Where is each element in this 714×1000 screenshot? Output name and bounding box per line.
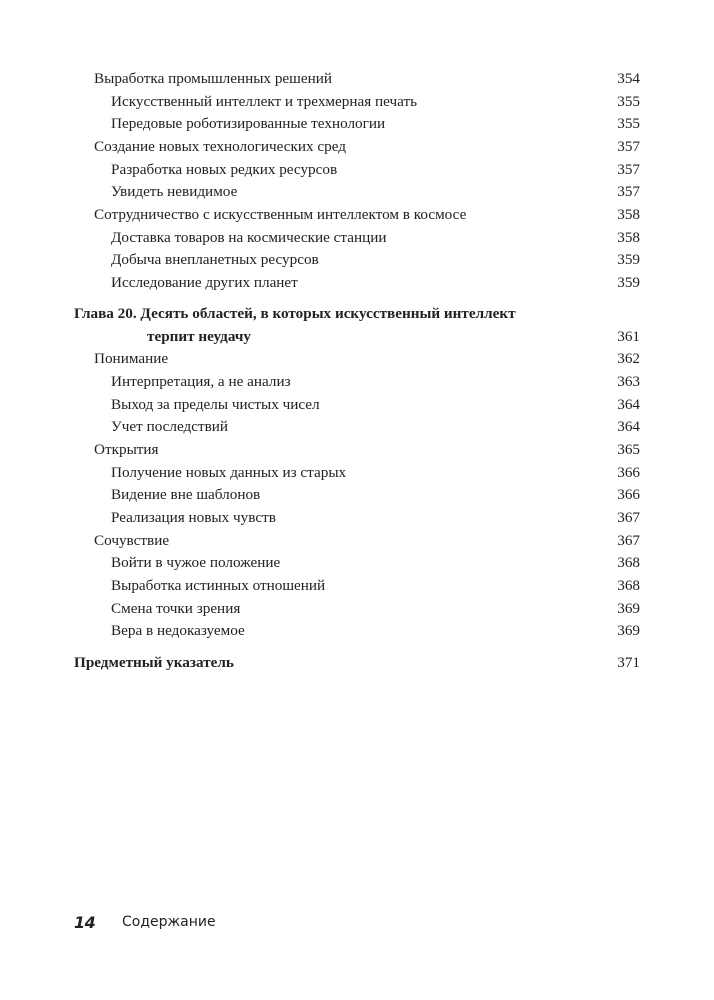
toc-entry[interactable] (74, 621, 640, 644)
toc-entry[interactable] (74, 181, 640, 204)
toc-entry-title: Сочувствие (94, 531, 170, 549)
toc-entry[interactable] (74, 91, 640, 114)
toc-entry[interactable] (74, 598, 640, 621)
toc-entry-title: Открытия (94, 440, 159, 458)
toc-entry-title: Искусственный интеллект и трехмерная печать (111, 92, 418, 110)
toc-entry-page: 359 (617, 251, 640, 269)
toc-entry-page: 365 (617, 440, 640, 458)
toc-entry-title: Вера в недоказуемое (111, 622, 245, 640)
toc-entry-title: Интерпретация, а не анализ (111, 372, 291, 390)
toc-entry[interactable] (74, 394, 640, 417)
toc-entry-title: Выход за пределы чистых чисел (111, 395, 320, 413)
toc-entry-title: Учет последствий (111, 418, 229, 436)
toc-entry-title: Войти в чужое положение (111, 554, 281, 572)
toc-entry-page: 363 (617, 372, 640, 390)
toc-entry[interactable] (74, 68, 640, 91)
toc-entry-page: 357 (617, 160, 640, 178)
toc-entry-page: 366 (617, 463, 640, 481)
toc-entry[interactable] (74, 272, 640, 295)
toc-entry-title: Выработка промышленных решений (94, 69, 332, 87)
toc-entry-page: 359 (617, 274, 640, 292)
toc-entry-title: Создание новых технологических сред (94, 138, 347, 156)
toc-entry[interactable] (74, 371, 640, 394)
toc-section-a (74, 68, 640, 295)
toc-entry[interactable] (74, 250, 640, 273)
toc-entry[interactable] (74, 484, 640, 507)
toc-entry-title: Получение новых данных из старых (111, 463, 347, 481)
page-footer (74, 910, 216, 934)
toc-entry-page: 355 (617, 92, 640, 110)
toc-entry[interactable] (74, 136, 640, 159)
chapter-title-line2: терпит неудачу (147, 327, 251, 345)
page-number: 14 (74, 912, 96, 932)
index-title: Предметный указатель (74, 654, 234, 672)
toc-entry-title: Понимание (94, 350, 169, 368)
toc-entry-title: Смена точки зрения (111, 599, 241, 617)
toc-entry-page: 362 (617, 350, 640, 368)
toc-entry-page: 369 (617, 599, 640, 617)
toc-entry-page: 369 (617, 622, 640, 640)
toc-entry-page: 357 (617, 138, 640, 156)
toc-entry-page: 357 (617, 183, 640, 201)
toc-entry-title: Сотрудничество с искусственным интеллектом в космосе (94, 206, 467, 224)
toc-entry[interactable] (74, 113, 640, 136)
toc-entry-title: Передовые роботизированные технологии (111, 115, 386, 133)
toc-entry[interactable] (74, 227, 640, 250)
toc-entry[interactable] (74, 507, 640, 530)
toc-entry-title: Разработка новых редких ресурсов (111, 160, 338, 178)
toc-entry-page: 358 (617, 228, 640, 246)
toc-entry[interactable] (74, 439, 640, 462)
toc-entry-title: Исследование других планет (111, 274, 298, 292)
chapter-page-number: 361 (617, 327, 640, 345)
toc-entry-page: 366 (617, 486, 640, 504)
toc-entry[interactable] (74, 575, 640, 598)
table-of-contents (74, 68, 640, 675)
index-page-number: 371 (617, 654, 640, 672)
toc-entry-title: Добыча внепланетных ресурсов (111, 251, 319, 269)
toc-entry-title: Доставка товаров на космические станции (111, 228, 387, 246)
toc-chapter-entry[interactable] (74, 303, 640, 348)
running-head: Содержание (122, 914, 216, 930)
toc-entry-title: Выработка истинных отношений (111, 577, 326, 595)
toc-index-entry[interactable] (74, 652, 640, 675)
toc-entry-page: 368 (617, 577, 640, 595)
toc-entry-title: Реализация новых чувств (111, 509, 276, 527)
toc-entry[interactable] (74, 552, 640, 575)
toc-entry[interactable] (74, 348, 640, 371)
toc-entry-page: 367 (617, 531, 640, 549)
toc-entry[interactable] (74, 416, 640, 439)
chapter-title-line1: Глава 20. Десять областей, в которых искусственный интеллект (74, 304, 516, 322)
toc-entry-title: Увидеть невидимое (111, 183, 238, 201)
toc-entry-page: 354 (617, 69, 640, 87)
toc-entry[interactable] (74, 204, 640, 227)
toc-section-b (74, 348, 640, 643)
toc-entry-page: 364 (617, 395, 640, 413)
toc-entry-page: 358 (617, 206, 640, 224)
toc-entry-title: Видение вне шаблонов (111, 486, 261, 504)
toc-entry[interactable] (74, 530, 640, 553)
toc-entry-page: 367 (617, 509, 640, 527)
toc-entry-page: 364 (617, 418, 640, 436)
toc-entry[interactable] (74, 462, 640, 485)
toc-entry-page: 355 (617, 115, 640, 133)
toc-entry[interactable] (74, 159, 640, 182)
toc-entry-page: 368 (617, 554, 640, 572)
